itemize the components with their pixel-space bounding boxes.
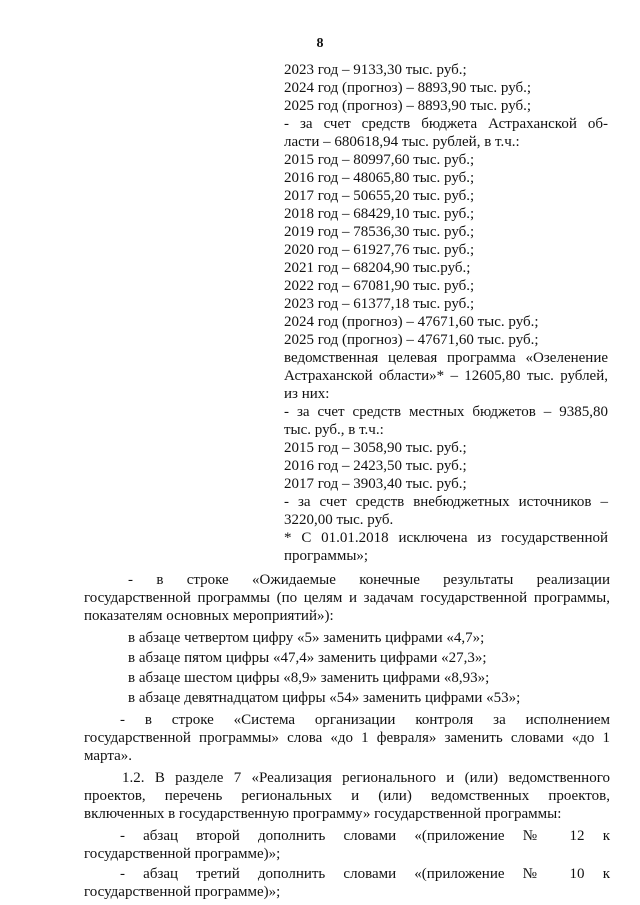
text-line: 2015 год – 80997,60 тыс. руб.; — [284, 152, 475, 168]
list-item: в абзаце девятнадцатом цифры «54» заменить цифрами «53»; — [128, 690, 521, 706]
text-line: 2017 год – 3903,40 тыс. руб.; — [284, 476, 467, 492]
page-number: 8 — [316, 36, 324, 51]
text-line: Астраханской области»* – 12605,80 тыс. рублей, — [284, 368, 608, 384]
text-line: ведомственная целевая программа «Озеленение — [284, 350, 608, 366]
paragraph-line: - в строке «Ожидаемые конечные результаты реализации — [128, 572, 610, 588]
text-line: - за счет средств местных бюджетов – 9385,80 — [284, 404, 608, 420]
paragraph-line: включенных в государственную программу» государственной программы: — [84, 806, 562, 822]
text-line: ласти – 680618,94 тыс. рублей, в т.ч.: — [284, 134, 520, 150]
text-line: 2015 год – 3058,90 тыс. руб.; — [284, 440, 467, 456]
text-line: из них: — [284, 386, 330, 402]
text-line: 2016 год – 48065,80 тыс. руб.; — [284, 170, 475, 186]
paragraph-line: - абзац второй дополнить словами «(приложение № 12 к — [120, 828, 610, 844]
list-item: в абзаце пятом цифры «47,4» заменить цифрами «27,3»; — [128, 650, 487, 666]
text-line: - за счет средств внебюджетных источников – — [284, 494, 608, 510]
paragraph-line: - в строке «Система организации контроля за исполнением — [120, 712, 610, 728]
text-line: 2016 год – 2423,50 тыс. руб.; — [284, 458, 467, 474]
text-line: 2018 год – 68429,10 тыс. руб.; — [284, 206, 475, 222]
text-line: 2023 год – 61377,18 тыс. руб.; — [284, 296, 475, 312]
text-line: 2024 год (прогноз) – 8893,90 тыс. руб.; — [284, 80, 532, 96]
list-item: в абзаце шестом цифры «8,9» заменить цифрами «8,93»; — [128, 670, 490, 686]
text-line: 2020 год – 61927,76 тыс. руб.; — [284, 242, 475, 258]
paragraph-line: государственной программы» слова «до 1 февраля» заменить словами «до 1 — [84, 730, 610, 746]
text-line: 2024 год (прогноз) – 47671,60 тыс. руб.; — [284, 314, 539, 330]
footnote-line: программы»; — [284, 548, 369, 564]
paragraph-line: государственной программе)»; — [84, 884, 281, 900]
paragraph-line: марта». — [84, 748, 132, 764]
paragraph-line: государственной программе)»; — [84, 846, 281, 862]
text-line: 2023 год – 9133,30 тыс. руб.; — [284, 62, 467, 78]
list-item: в абзаце четвертом цифру «5» заменить цифрами «4,7»; — [128, 630, 485, 646]
footnote-line: * С 01.01.2018 исключена из государственной — [284, 530, 608, 546]
text-line: 2019 год – 78536,30 тыс. руб.; — [284, 224, 475, 240]
paragraph-line: проектов, перечень региональных и (или) ведомственных проектов, — [84, 788, 610, 804]
text-line: 2021 год – 68204,90 тыс.руб.; — [284, 260, 471, 276]
text-line: 2025 год (прогноз) – 8893,90 тыс. руб.; — [284, 98, 532, 114]
text-line: 3220,00 тыс. руб. — [284, 512, 394, 528]
text-line: 2025 год (прогноз) – 47671,60 тыс. руб.; — [284, 332, 539, 348]
text-line: 2017 год – 50655,20 тыс. руб.; — [284, 188, 475, 204]
text-line: - за счет средств бюджета Астраханской об- — [284, 116, 608, 132]
paragraph-line: государственной программы (по целям и задачам государственной программы, — [84, 590, 610, 606]
paragraph-line: показателям основных мероприятий»): — [84, 608, 334, 624]
text-line: 2022 год – 67081,90 тыс. руб.; — [284, 278, 475, 294]
text-line: тыс. руб., в т.ч.: — [284, 422, 384, 438]
paragraph-line: - абзац третий дополнить словами «(приложение № 10 к — [120, 866, 610, 882]
section-heading-line: 1.2. В разделе 7 «Реализация регионального и (или) ведомственного — [122, 770, 610, 786]
